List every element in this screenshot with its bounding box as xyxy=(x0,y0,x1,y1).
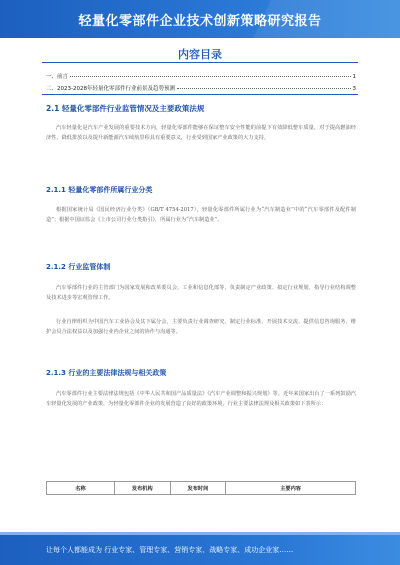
paragraph-laws-and-policies: 汽车零部件行业主要法律法规包括《中华人民共和国产品质量法》《汽车产业调整和振兴规划》等。近年来国家出台了一系列鼓励汽车轻量化发展的产业政策，为轻量化零部件企业的发展营造了良好的政策环境，行业主要法律法规及相关政策如下表所示： xyxy=(46,391,356,407)
toc-entry-label: 一、前言 xyxy=(46,74,69,80)
toc-entry-2[interactable] xyxy=(46,84,356,92)
table-header-row xyxy=(47,482,356,495)
column-header-issuer: 发布机构 xyxy=(114,482,170,495)
header-band xyxy=(0,0,400,38)
toc-entry-page: 3 xyxy=(352,86,356,92)
policy-table xyxy=(46,481,356,495)
section-heading-2-1-2: 2.1.2 行业监管体制 xyxy=(46,263,111,271)
paragraph-industry-classification: 根据国家统计局《国民经济行业分类》（GB/T 4754-2017），轻量化零部件所属行业为“汽车制造业”中的“汽车零部件及配件制造”；根据中国证监会《上市公司行业分类指引》，所属行业为“汽车制造业”。 xyxy=(46,207,356,223)
report-title: 轻量化零部件企业技术创新策略研究报告 xyxy=(78,14,322,29)
toc-entry-1[interactable] xyxy=(46,72,356,80)
section-heading-2-1-1: 2.1.1 轻量化零部件所属行业分类 xyxy=(46,186,153,194)
toc-top-rule xyxy=(42,62,358,63)
paragraph-industry-overview: 汽车轻量化是汽车产业发展的重要技术方向，轻量化零部件能够在保证整车安全性能的前提下有效降低整车质量，对于提高燃油经济性、降低排放以及提升新能源汽车续航里程具有重要意义，行业受到国家产业政策的大力支持。 xyxy=(46,125,356,141)
section-heading-2-1: 2.1 轻量化零部件行业监管情况及主要政策法规 xyxy=(46,104,205,113)
toc-entry-label: 二、2023-2028年轻量化零部件行业前景及趋势预测 xyxy=(46,86,175,92)
toc-entry-page: 1 xyxy=(352,74,356,80)
section-heading-2-1-3: 2.1.3 行业的主要法律法规与相关政策 xyxy=(46,369,167,377)
column-header-date: 发布时间 xyxy=(170,482,226,495)
column-header-content: 主要内容 xyxy=(226,482,356,495)
toc-leader-dots xyxy=(70,76,350,77)
footer-band xyxy=(0,532,400,565)
column-header-name: 名称 xyxy=(47,482,115,495)
paragraph-industry-association: 行业自律组织为中国汽车工业协会及其下属分会，主要负责行业调查研究、制定行业标准、开展技术交流、提供信息咨询服务、维护会员合法权益以及加强行业内企业之间的协作与沟通等。 xyxy=(46,319,356,335)
toc-leader-dots xyxy=(177,88,351,89)
paragraph-regulatory-authority: 汽车零部件行业的主管部门为国家发展和改革委员会、工业和信息化部等，负责制定产业政策、拟定行业规划、指导行业结构调整及技术进步等宏观管理工作。 xyxy=(46,285,356,301)
toc-title: 内容目录 xyxy=(178,48,222,61)
footer-slogan: 让每个人都能成为 行业专家、管理专家、营销专家、战略专家、成功企业家…… xyxy=(46,546,294,554)
toc-bottom-rule xyxy=(42,94,358,95)
